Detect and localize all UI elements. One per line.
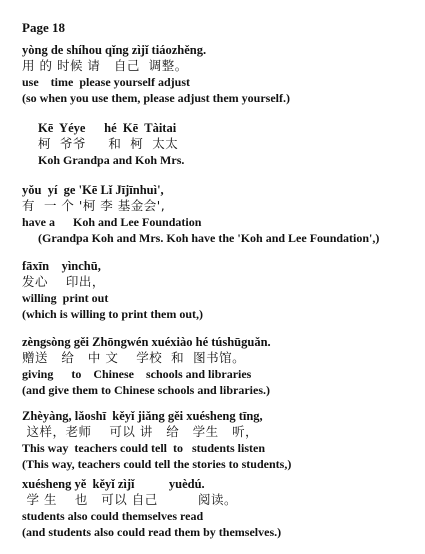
sentence-block-4 bbox=[22, 258, 203, 322]
sentence-block-1 bbox=[22, 42, 290, 106]
hanzi-line: 发心 印出， bbox=[22, 274, 105, 289]
pinyin-line: xuésheng yě kěyǐ zìjǐ yuèdú. bbox=[22, 477, 205, 491]
translation-line: (which is willing to print them out,) bbox=[22, 307, 204, 321]
gloss-line: willing print out bbox=[22, 291, 109, 305]
translation-line: (and students also could read them by themselves.) bbox=[22, 525, 282, 539]
hanzi-line: 这样，老师 可以 讲 给 学生 听， bbox=[22, 424, 259, 439]
gloss-line: This way teachers could tell to students listen bbox=[22, 441, 265, 455]
hanzi-line: 用 的 时候 请 自己 调整。 bbox=[22, 58, 188, 73]
sentence-block-2 bbox=[22, 120, 184, 168]
page-title: Page 18 bbox=[22, 20, 65, 35]
pinyin-line: Zhèyàng, lǎoshī kěyǐ jiǎng gěi xuésheng tīng, bbox=[22, 409, 263, 423]
pinyin-line: yòng de shíhou qǐng zìjǐ tiáozhěng. bbox=[22, 43, 207, 57]
gloss-line: students also could themselves read bbox=[22, 509, 204, 523]
sentence-block-3 bbox=[22, 182, 379, 246]
gloss-line: use time please yourself adjust bbox=[22, 75, 190, 89]
gloss-line: have a Koh and Lee Foundation bbox=[22, 215, 202, 229]
pinyin-line: fāxīn yìnchū, bbox=[22, 259, 101, 273]
translation-line: (This way, teachers could tell the stories to students,) bbox=[22, 457, 292, 471]
sentence-block-5 bbox=[22, 334, 271, 398]
hanzi-line: 赠送 给 中 文 学校 和 图书馆。 bbox=[22, 350, 246, 365]
pinyin-line: yǒu yí ge 'Kē Lǐ Jījīnhuì', bbox=[22, 183, 164, 197]
hanzi-line: 学 生 也 可以 自己 阅读。 bbox=[22, 492, 237, 507]
sentence-block-6 bbox=[22, 408, 291, 472]
sentence-block-7 bbox=[22, 476, 281, 540]
translation-line: (and give them to Chinese schools and libraries.) bbox=[22, 383, 271, 397]
gloss-line: giving to Chinese schools and libraries bbox=[22, 367, 252, 381]
pinyin-line: Kē Yéye hé Kē Tàitai bbox=[38, 121, 177, 135]
hanzi-line: 柯 爷爷 和 柯 太太 bbox=[38, 136, 179, 151]
hanzi-line: 有 一 个 '柯 李 基金会', bbox=[22, 198, 166, 213]
translation-line: (so when you use them, please adjust them yourself.) bbox=[22, 91, 290, 105]
gloss-line: Koh Grandpa and Koh Mrs. bbox=[38, 153, 185, 167]
translation-line: (Grandpa Koh and Mrs. Koh have the 'Koh and Lee Foundation',) bbox=[38, 231, 380, 245]
pinyin-line: zèngsòng gěi Zhōngwén xuéxiào hé túshūguǎn. bbox=[22, 335, 271, 349]
